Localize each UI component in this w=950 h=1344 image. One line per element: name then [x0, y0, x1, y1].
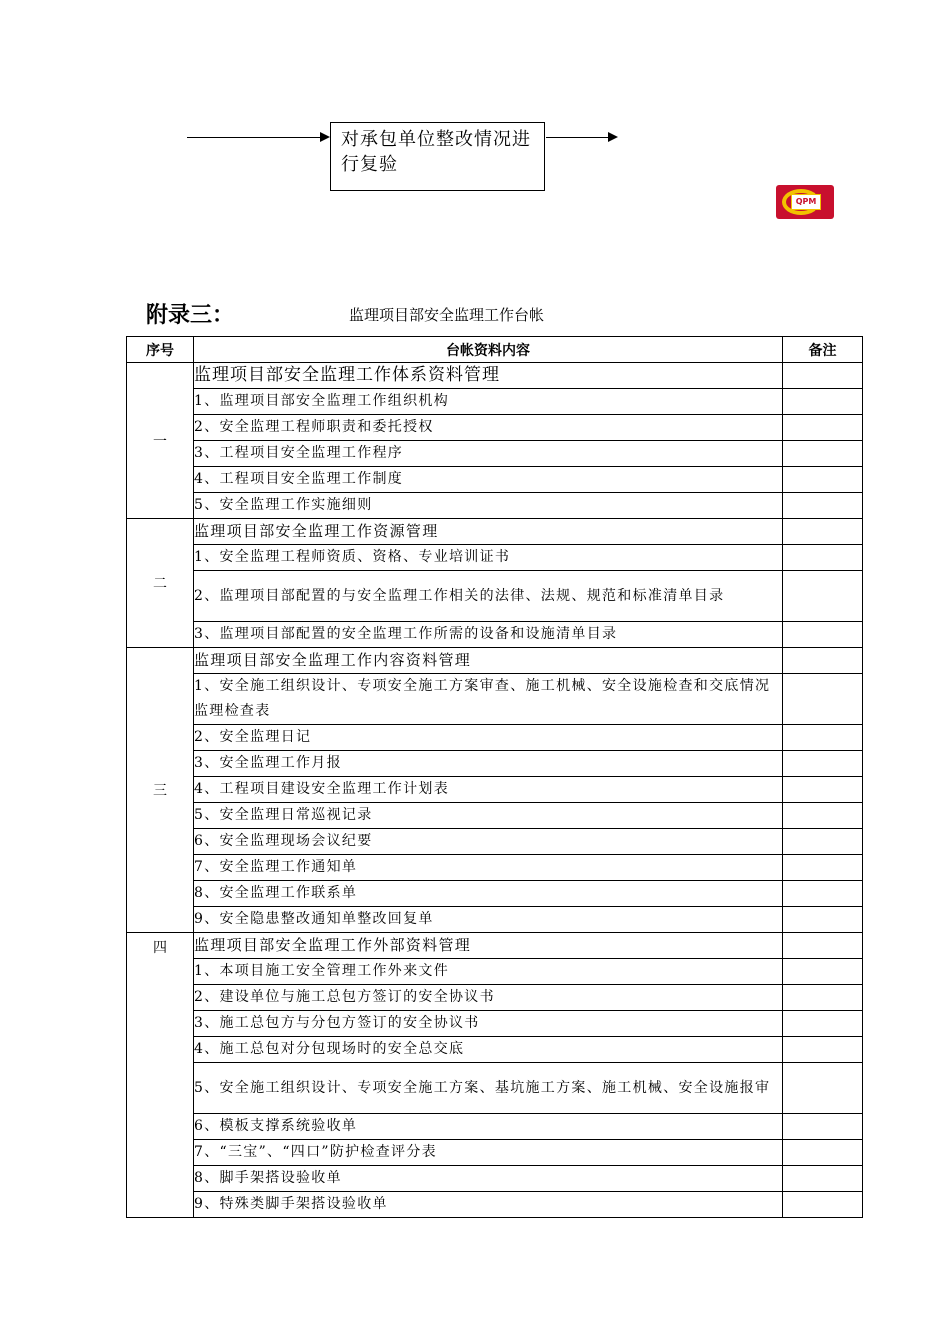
remarks-cell — [783, 1192, 863, 1218]
list-item: 6、模板支撑系统验收单 — [194, 1114, 783, 1140]
list-item: 3、安全监理工作月报 — [194, 751, 783, 777]
remarks-cell — [783, 829, 863, 855]
remarks-cell — [783, 959, 863, 985]
table-row — [127, 389, 863, 415]
table-row — [127, 493, 863, 519]
remarks-cell — [783, 622, 863, 648]
group-number: 三 — [127, 648, 194, 933]
list-item: 5、安全监理工作实施细则 — [194, 493, 783, 519]
appendix-title: 监理项目部安全监理工作台帐 — [349, 306, 545, 324]
remarks-cell — [783, 493, 863, 519]
table-row — [127, 1192, 863, 1218]
remarks-cell — [783, 907, 863, 933]
list-item: 1、安全施工组织设计、专项安全施工方案审查、施工机械、安全设施检查和交底情况监理检查表 — [194, 674, 783, 725]
group-title: 监理项目部安全监理工作体系资料管理 — [194, 363, 783, 389]
outgoing-arrow-head — [608, 132, 618, 142]
outgoing-arrow-line — [546, 137, 610, 138]
group-number: 二 — [127, 519, 194, 648]
flow-step-text: 对承包单位整改情况进行复验 — [341, 129, 531, 175]
table-row — [127, 907, 863, 933]
list-item: 4、工程项目安全监理工作制度 — [194, 467, 783, 493]
remarks-cell — [783, 545, 863, 571]
list-item: 8、安全监理工作联系单 — [194, 881, 783, 907]
logo-text: QPM — [791, 194, 821, 210]
list-item: 9、特殊类脚手架搭设验收单 — [194, 1192, 783, 1218]
table-row — [127, 1063, 863, 1114]
table-row — [127, 674, 863, 725]
table-row — [127, 1114, 863, 1140]
table-row — [127, 985, 863, 1011]
list-item: 1、安全监理工程师资质、资格、专业培训证书 — [194, 545, 783, 571]
remarks-cell — [783, 1114, 863, 1140]
table-row — [127, 622, 863, 648]
table-row — [127, 881, 863, 907]
list-item: 5、安全施工组织设计、专项安全施工方案、基坑施工方案、施工机械、安全设施报审 — [194, 1063, 783, 1114]
group-number: 一 — [127, 363, 194, 519]
group-title: 监理项目部安全监理工作资源管理 — [194, 519, 783, 545]
remarks-cell — [783, 855, 863, 881]
table-row — [127, 855, 863, 881]
list-item: 4、施工总包对分包现场时的安全总交底 — [194, 1037, 783, 1063]
flow-step-box — [330, 122, 545, 191]
header-content: 台帐资料内容 — [194, 337, 783, 363]
table-row — [127, 441, 863, 467]
list-item: 4、工程项目建设安全监理工作计划表 — [194, 777, 783, 803]
remarks-cell — [783, 985, 863, 1011]
remarks-cell — [783, 441, 863, 467]
table-row — [127, 467, 863, 493]
incoming-arrow-head — [320, 132, 330, 142]
table-row — [127, 1166, 863, 1192]
list-item: 8、脚手架搭设验收单 — [194, 1166, 783, 1192]
list-item: 3、监理项目部配置的安全监理工作所需的设备和设施清单目录 — [194, 622, 783, 648]
table-row — [127, 545, 863, 571]
remarks-cell — [783, 415, 863, 441]
table-row — [127, 1140, 863, 1166]
remarks-cell — [783, 1037, 863, 1063]
remarks-cell — [783, 1011, 863, 1037]
group-title: 监理项目部安全监理工作外部资料管理 — [194, 933, 783, 959]
remarks-cell — [783, 467, 863, 493]
table-row — [127, 725, 863, 751]
table-row — [127, 777, 863, 803]
remarks-cell — [783, 1166, 863, 1192]
list-item: 2、监理项目部配置的与安全监理工作相关的法律、法规、规范和标准清单目录 — [194, 571, 783, 622]
table-row — [127, 571, 863, 622]
list-item: 7、安全监理工作通知单 — [194, 855, 783, 881]
table-row — [127, 803, 863, 829]
header-remarks: 备注 — [783, 337, 863, 363]
table-row — [127, 648, 863, 674]
remarks-cell — [783, 751, 863, 777]
list-item: 1、本项目施工安全管理工作外来文件 — [194, 959, 783, 985]
list-item: 1、监理项目部安全监理工作组织机构 — [194, 389, 783, 415]
remarks-cell — [783, 389, 863, 415]
table-row — [127, 363, 863, 389]
remarks-cell — [783, 571, 863, 622]
remarks-cell — [783, 519, 863, 545]
remarks-cell — [783, 1063, 863, 1114]
list-item: 5、安全监理日常巡视记录 — [194, 803, 783, 829]
table-row — [127, 1011, 863, 1037]
appendix-label: 附录三： — [146, 303, 235, 328]
table-row — [127, 959, 863, 985]
list-item: 7、“三宝”、“四口”防护检查评分表 — [194, 1140, 783, 1166]
table-row — [127, 519, 863, 545]
header-seq: 序号 — [127, 337, 194, 363]
list-item: 2、建设单位与施工总包方签订的安全协议书 — [194, 985, 783, 1011]
table-row — [127, 933, 863, 959]
remarks-cell — [783, 1140, 863, 1166]
list-item: 6、安全监理现场会议纪要 — [194, 829, 783, 855]
remarks-cell — [783, 777, 863, 803]
table-header-row — [127, 337, 863, 363]
remarks-cell — [783, 363, 863, 389]
remarks-cell — [783, 648, 863, 674]
list-item: 3、施工总包方与分包方签订的安全协议书 — [194, 1011, 783, 1037]
remarks-cell — [783, 725, 863, 751]
remarks-cell — [783, 674, 863, 725]
list-item: 2、安全监理工程师职责和委托授权 — [194, 415, 783, 441]
company-logo — [776, 185, 834, 219]
table-row — [127, 1037, 863, 1063]
list-item: 2、安全监理日记 — [194, 725, 783, 751]
group-title: 监理项目部安全监理工作内容资料管理 — [194, 648, 783, 674]
table-row — [127, 829, 863, 855]
list-item: 9、安全隐患整改通知单整改回复单 — [194, 907, 783, 933]
remarks-cell — [783, 933, 863, 959]
incoming-arrow-line — [187, 137, 322, 138]
remarks-cell — [783, 881, 863, 907]
ledger-table — [126, 336, 863, 1218]
remarks-cell — [783, 803, 863, 829]
list-item: 3、工程项目安全监理工作程序 — [194, 441, 783, 467]
table-row — [127, 751, 863, 777]
table-row — [127, 415, 863, 441]
group-number: 四 — [127, 933, 194, 1218]
